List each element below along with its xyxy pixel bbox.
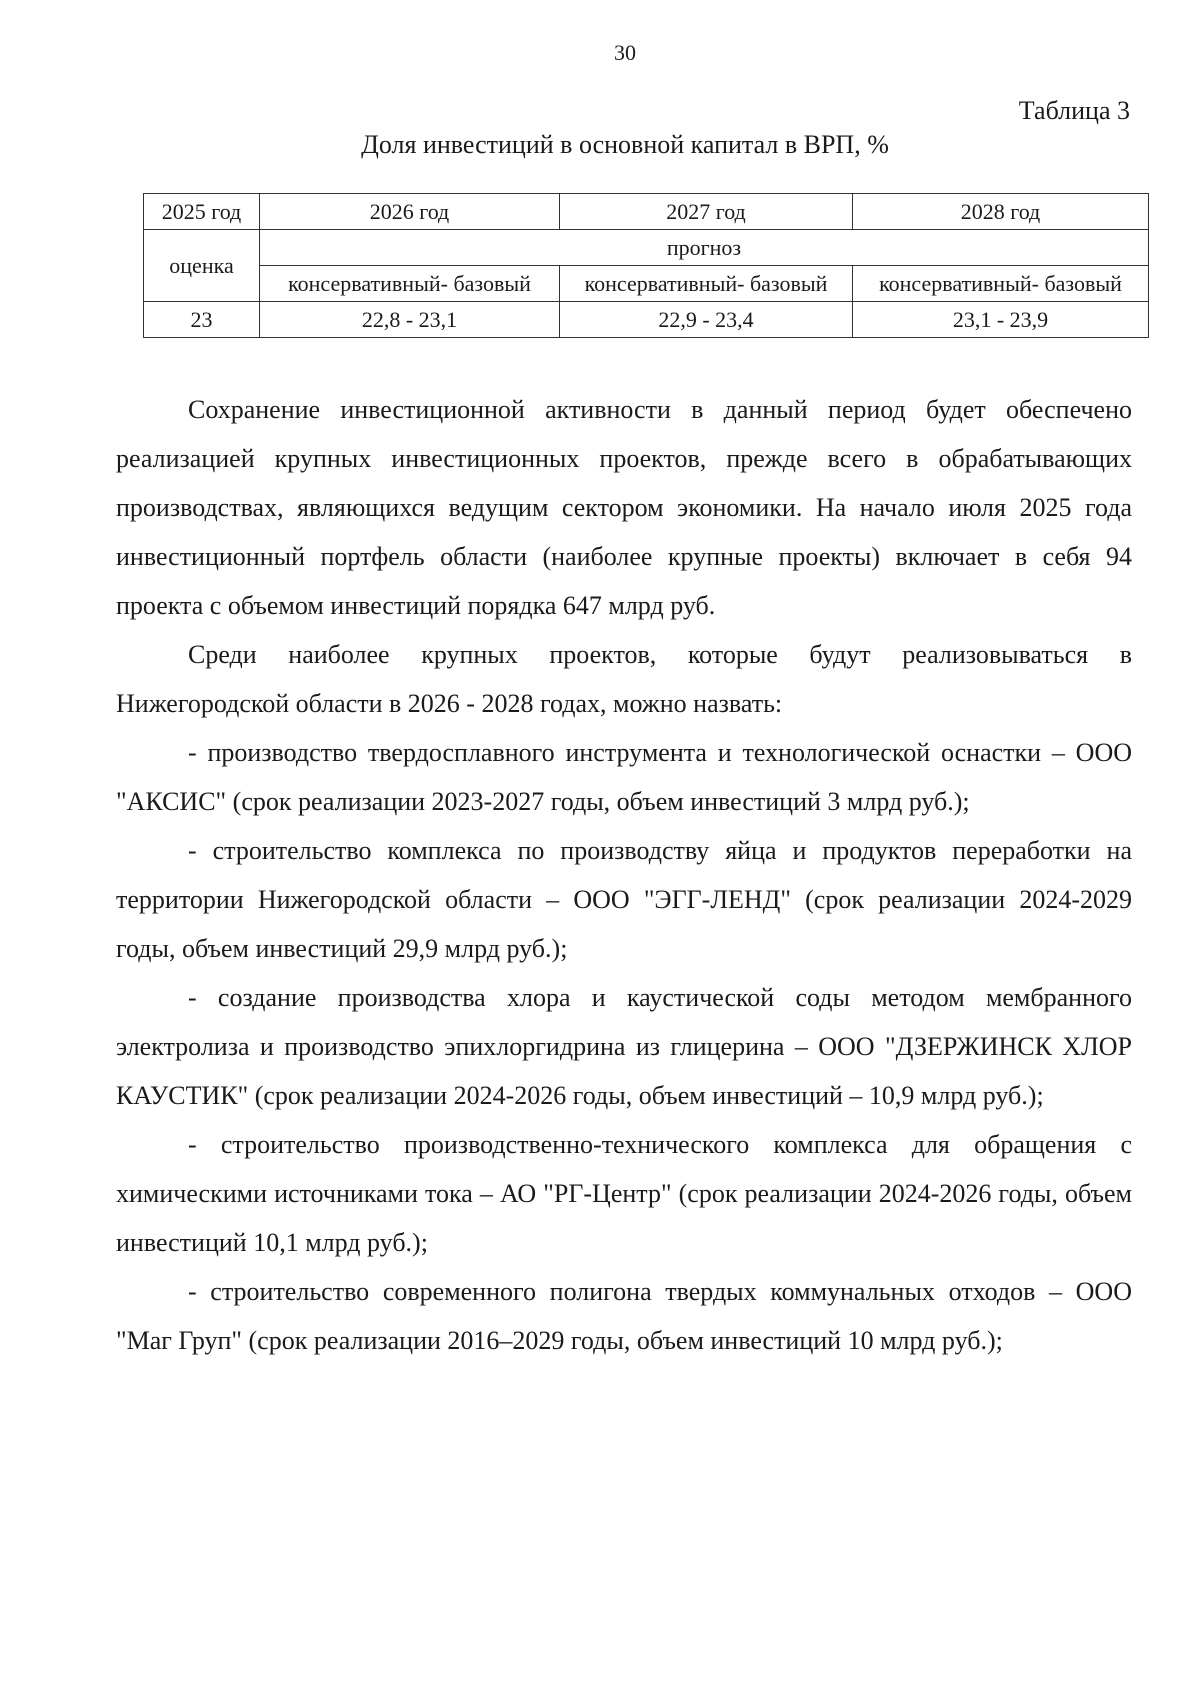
table-title: Доля инвестиций в основной капитал в ВРП, % (361, 130, 889, 159)
list-item-aksis: - производство твердосплавного инструмента и технологической оснастки – ООО "АКСИС" (срок реализации 2023-2027 годы, объем инвестиций 3 млрд руб.); (116, 738, 1132, 816)
list-item-rg-center: - строительство производственно-технического комплекса для обращения с химическими источниками тока – АО "РГ-Центр" (срок реализации 2024-2026 годы, объем инвестиций 10,1 млрд руб.); (116, 1130, 1132, 1257)
year-header-2028: 2028 год (853, 194, 1149, 230)
paragraph-projects-intro: Среди наиболее крупных проектов, которые будут реализовываться в Нижегородской области в 2026 - 2028 годах, можно назвать: (116, 640, 1132, 718)
list-item-mag-group: - строительство современного полигона твердых коммунальных отходов – ООО "Маг Груп" (срок реализации 2016–2029 годы, объем инвестиций 10 млрд руб.); (116, 1277, 1132, 1355)
forecast-label: прогноз (260, 230, 1149, 266)
investment-share-table (143, 193, 1149, 338)
table-header-row (144, 194, 1149, 230)
value-2027: 22,9 - 23,4 (560, 302, 853, 338)
year-header-2026: 2026 год (260, 194, 560, 230)
year-header-2027: 2027 год (560, 194, 853, 230)
scenario-label-2027: консервативный- базовый (560, 266, 853, 302)
scenario-label-2026: консервативный- базовый (260, 266, 560, 302)
list-item-dzerzhinsk-chlor: - создание производства хлора и каустической соды методом мембранного электролиза и производство эпихлоргидрина из глицерина – ООО "ДЗЕРЖИНСК ХЛОР КАУСТИК" (срок реализации 2024-2026 годы, объем инвестиций – 10,9 млрд руб.); (116, 983, 1132, 1110)
year-header-2025: 2025 год (144, 194, 260, 230)
page-number: 30 (614, 40, 636, 65)
value-2026: 22,8 - 23,1 (260, 302, 560, 338)
scenario-label-2028: консервативный- базовый (853, 266, 1149, 302)
list-item-egg-lend: - строительство комплекса по производству яйца и продуктов переработки на территории Нижегородской области – ООО "ЭГГ-ЛЕНД" (срок реализации 2024-2029 годы, объем инвестиций 29,9 млрд руб.); (116, 836, 1132, 963)
value-2025: 23 (144, 302, 260, 338)
estimate-label: оценка (144, 230, 260, 302)
table-forecast-row (144, 230, 1149, 266)
paragraph-investment-activity: Сохранение инвестиционной активности в данный период будет обеспечено реализацией крупных инвестиционных проектов, прежде всего в обрабатывающих производствах, являющихся ведущим сектором экономики. На начало июля 2025 года инвестиционный портфель области (наиболее крупные проекты) включает в себя 94 проекта с объемом инвестиций порядка 647 млрд руб. (116, 395, 1132, 620)
table-scenario-row (144, 266, 1149, 302)
body-text (116, 385, 1132, 1365)
table-label: Таблица 3 (1018, 96, 1130, 125)
value-2028: 23,1 - 23,9 (853, 302, 1149, 338)
table-values-row (144, 302, 1149, 338)
